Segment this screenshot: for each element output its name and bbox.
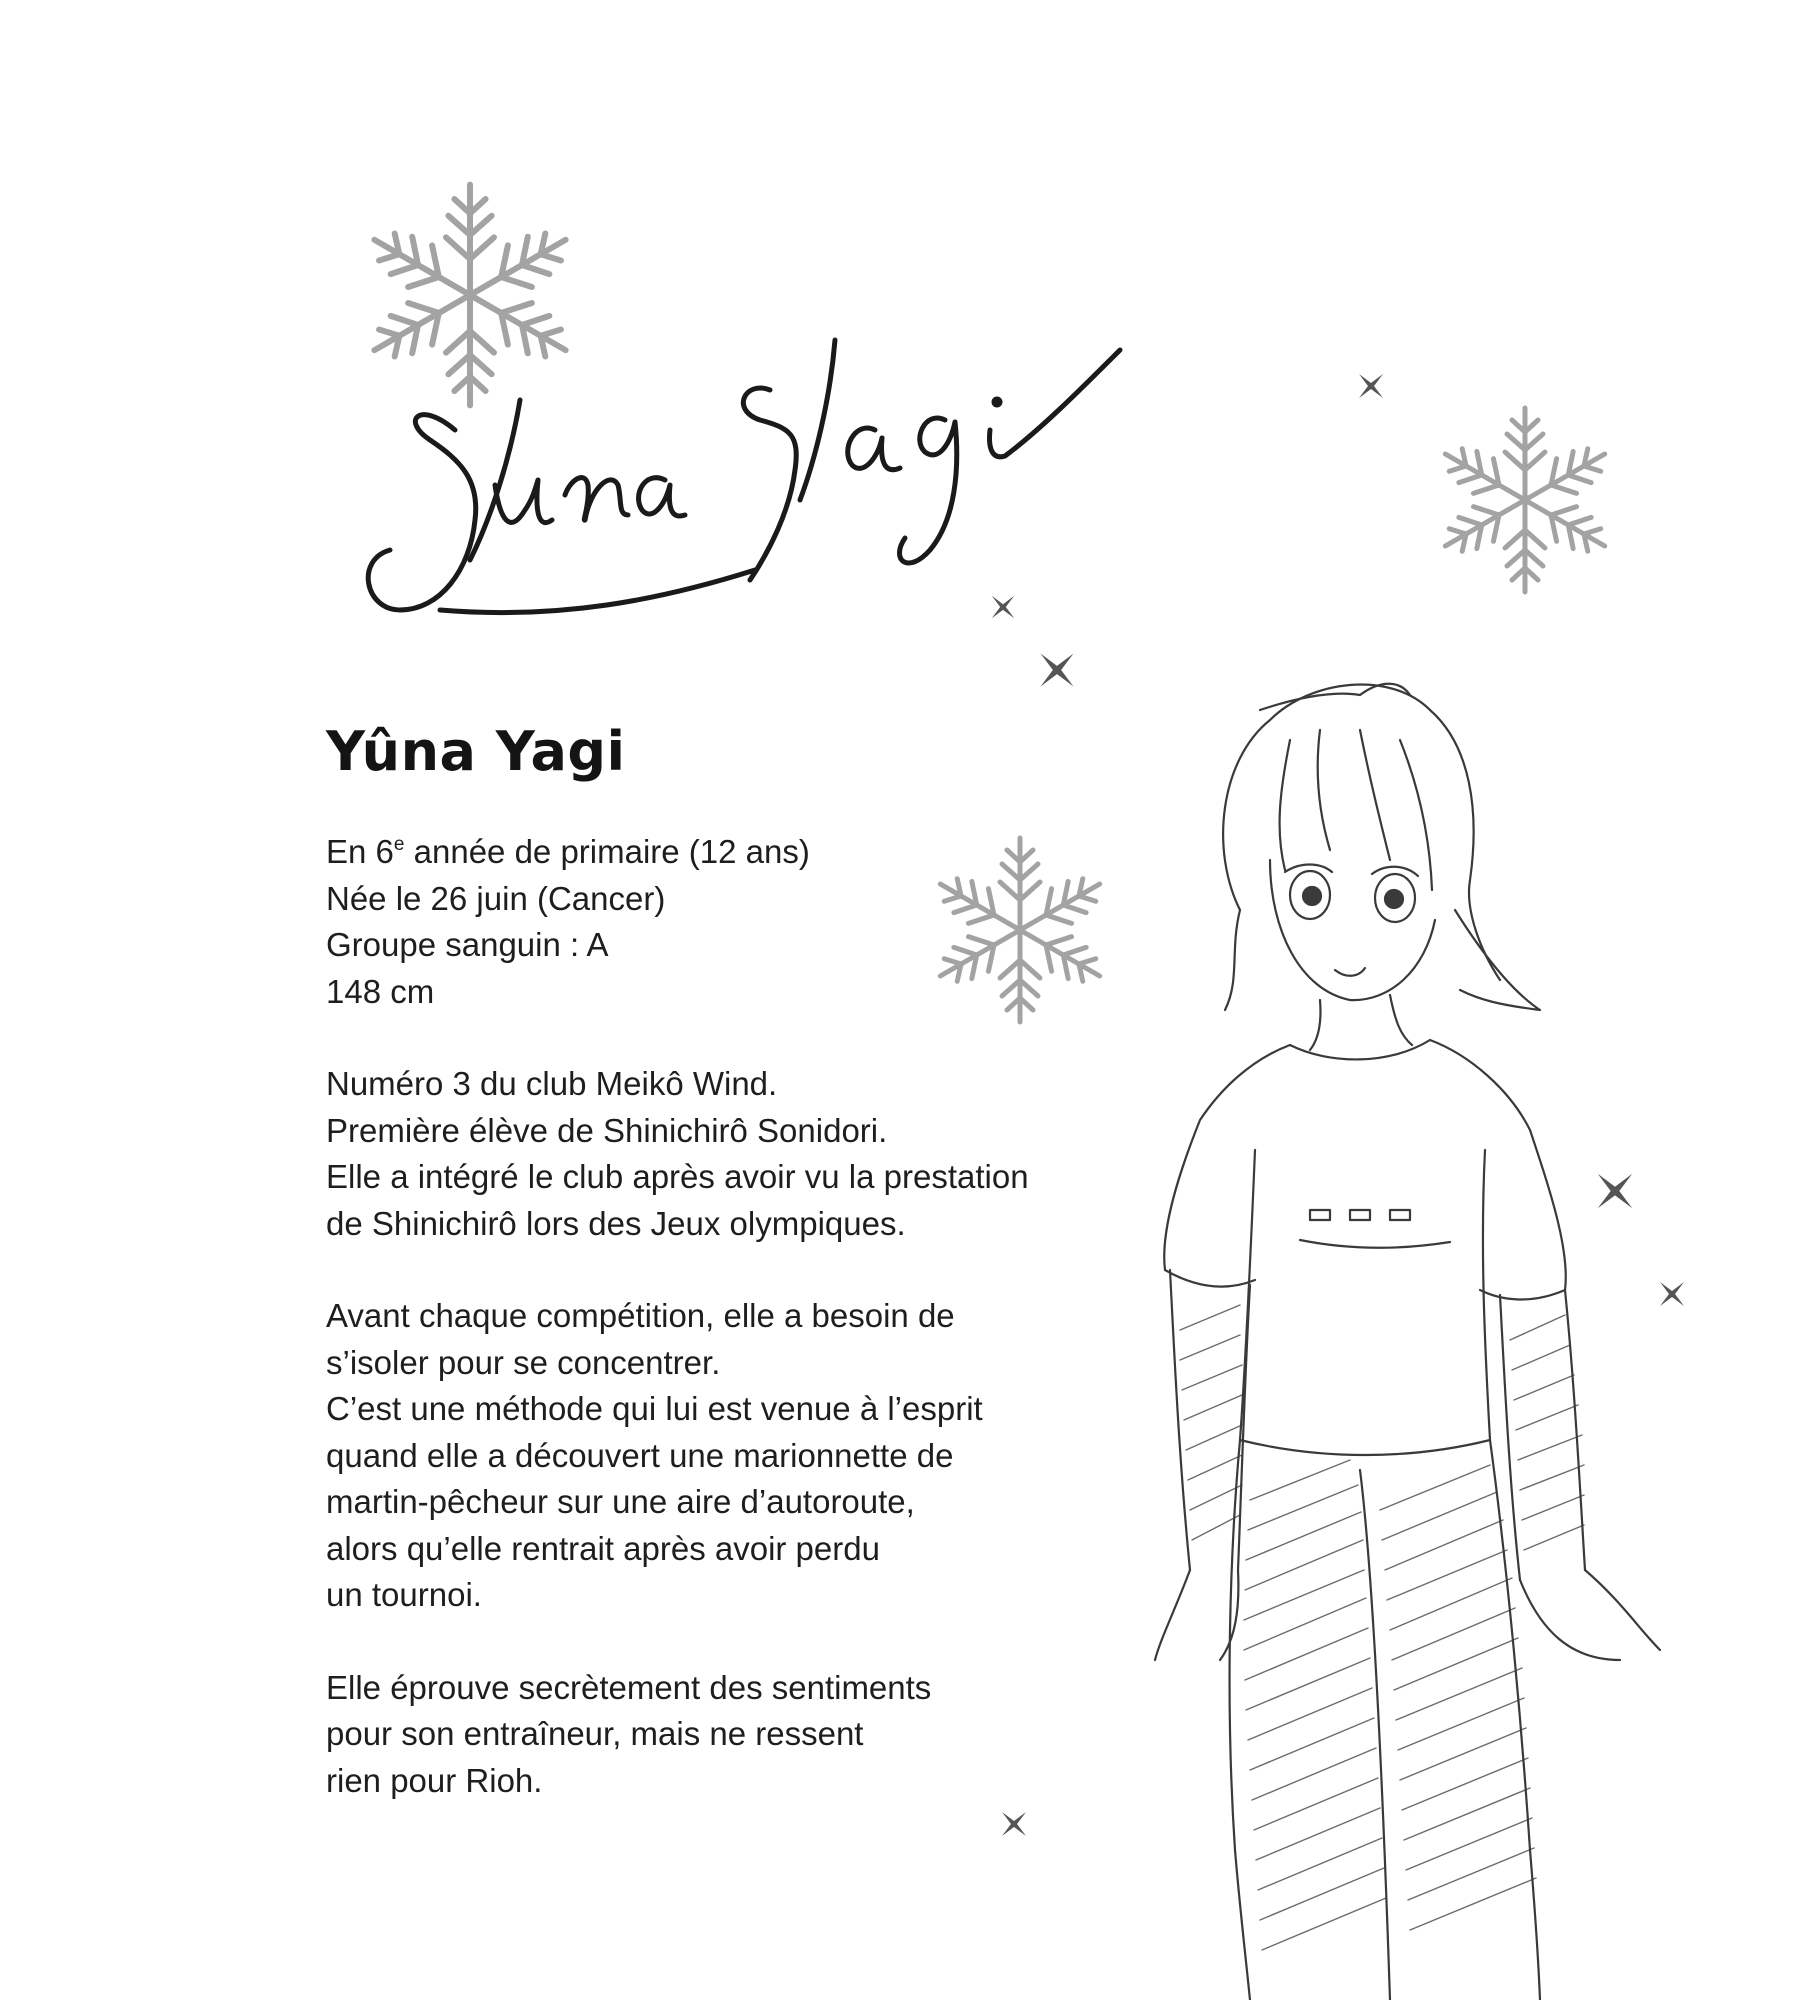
text-line: s’isoler pour se concentrer. (326, 1343, 721, 1381)
text-line: quand elle a découvert une marionnette de (326, 1436, 954, 1474)
paragraph-feelings (326, 1665, 1106, 1805)
paragraph-habit (326, 1293, 1106, 1619)
text-line: Elle éprouve secrètement des sentiments (326, 1668, 932, 1706)
grade-line (326, 829, 1106, 876)
character-name: Yûna Yagi (326, 720, 626, 783)
grade-superscript: e (393, 834, 405, 855)
text-line: martin-pêcheur sur une aire d’autoroute, (326, 1483, 915, 1520)
text-line: Première élève de Shinichirô Sonidori. (326, 1111, 888, 1149)
text-line: alors qu’elle rentrait après avoir perdu (326, 1529, 880, 1567)
character-sketch (1060, 650, 1700, 2000)
text-line: C’est une méthode qui lui est venue à l’esprit (326, 1390, 983, 1427)
height-line: 148 cm (326, 972, 435, 1010)
text-line: Elle a intégré le club après avoir vu la prestation (326, 1158, 1029, 1195)
snowflake-icon (1425, 400, 1625, 600)
text-line: Numéro 3 du club Meikô Wind. (326, 1065, 778, 1102)
text-line: pour son entraîneur, mais ne ressent (326, 1715, 864, 1752)
text-line: un tournoi. (326, 1576, 482, 1613)
text-line: de Shinichirô lors des Jeux olympiques. (326, 1204, 906, 1242)
grade-prefix: En 6 (326, 833, 394, 870)
facts-block (326, 829, 1106, 1015)
text-line: Avant chaque compétition, elle a besoin de (326, 1297, 955, 1334)
grade-suffix: année de primaire (12 ans) (404, 833, 810, 870)
text-line: rien pour Rioh. (326, 1761, 543, 1799)
birth-line: Née le 26 juin (Cancer) (326, 879, 666, 917)
profile-text (326, 720, 1106, 1850)
sparkle-icon (1355, 370, 1387, 407)
signature (360, 310, 1180, 640)
paragraph-club (326, 1061, 1106, 1247)
blood-line: Groupe sanguin : A (326, 926, 609, 963)
